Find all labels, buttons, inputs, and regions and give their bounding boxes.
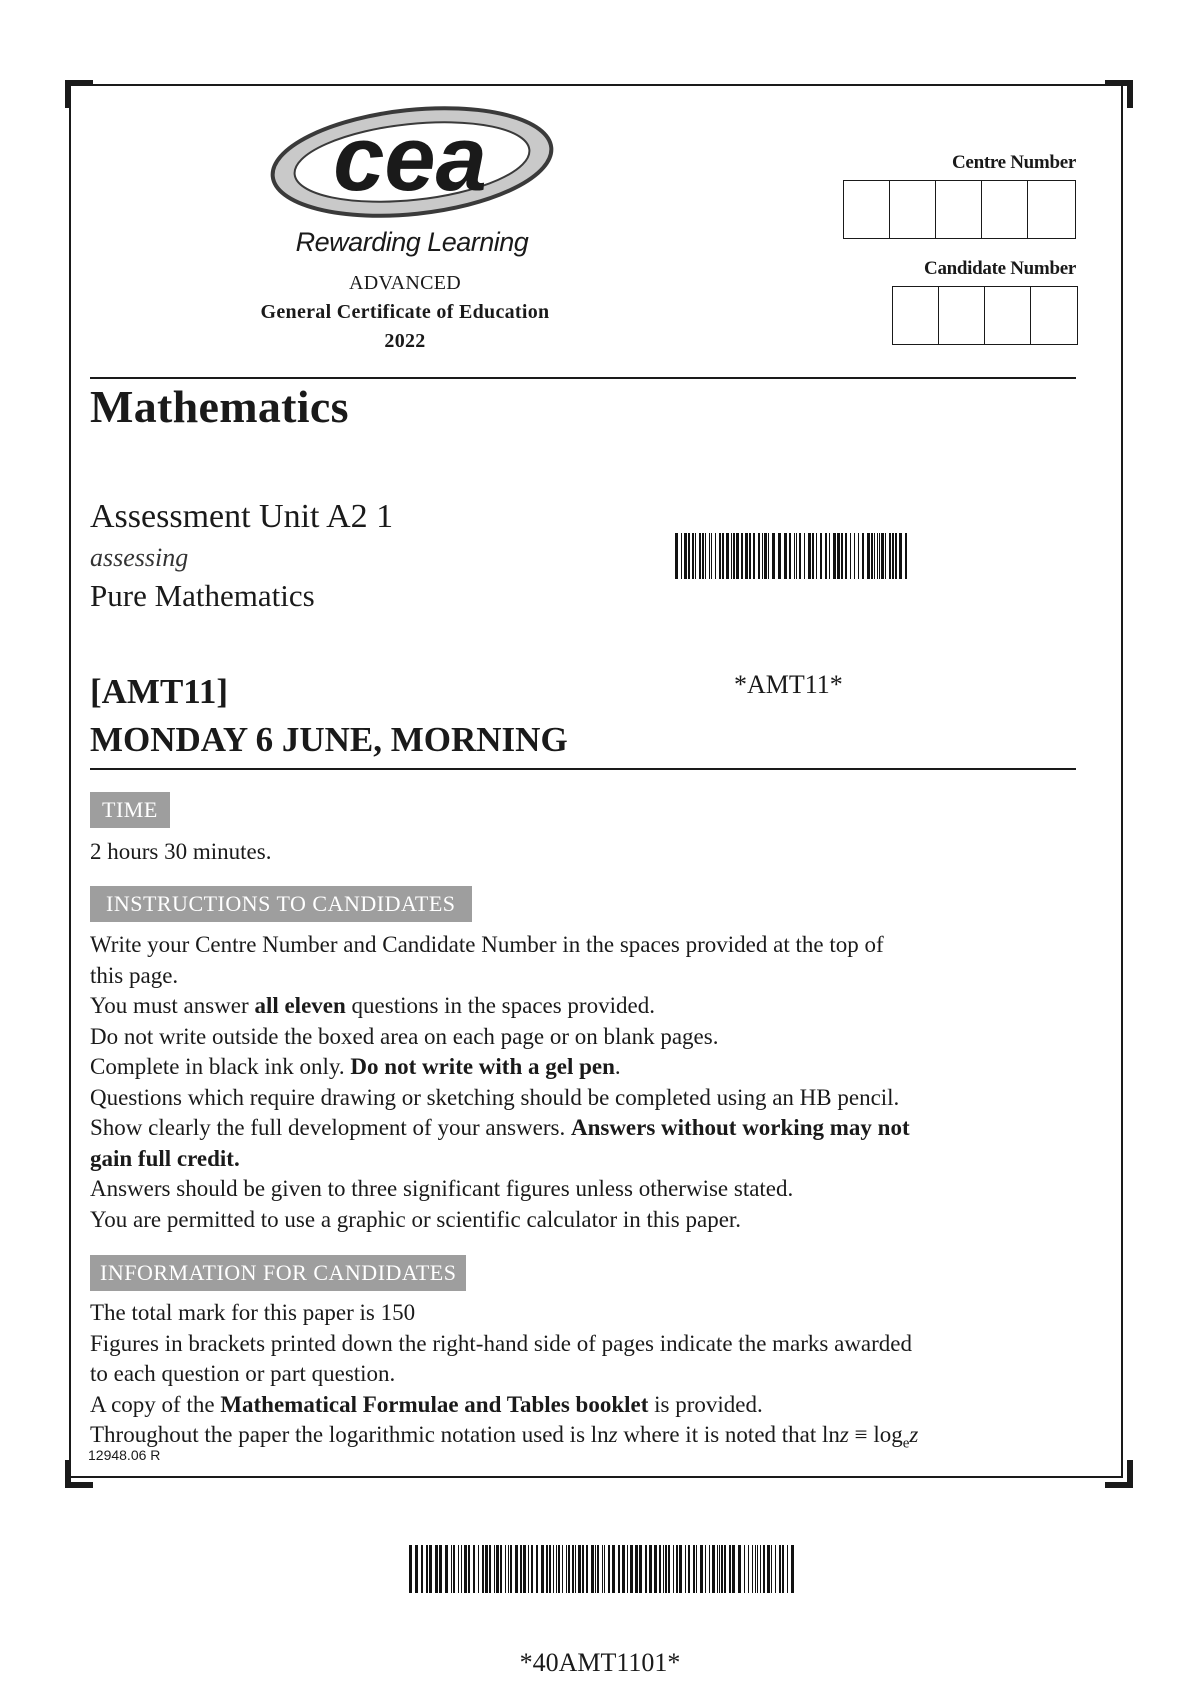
details-divider [90, 768, 1076, 770]
information-heading: INFORMATION FOR CANDIDATES [90, 1255, 466, 1291]
logo-wordmark: cea [333, 108, 487, 210]
page-barcode-text: *40AMT1101* [519, 1648, 681, 1677]
assessment-unit: Assessment Unit A2 1 [90, 498, 394, 535]
information-line: Throughout the paper the logarithmic notation used is lnz where it is noted that $\ln z \equiv \log_ez$ [90, 1422, 919, 1452]
page-barcode [409, 1545, 795, 1593]
instructions-heading: INSTRUCTIONS TO CANDIDATES [90, 886, 472, 922]
year: 2022 [384, 330, 426, 352]
logo-tagline: Rewarding Learning [295, 227, 529, 257]
instruction-line: You must answer all eleven questions in the spaces provided. [90, 993, 655, 1018]
instruction-line: Show clearly the full development of your answers. Answers without working may not [90, 1115, 910, 1140]
paper-reference: 12948.06 R [88, 1447, 161, 1463]
information-line: A copy of the Mathematical Formulae and Tables booklet is provided. [90, 1391, 763, 1417]
information-line: The total mark for this paper is 150 [90, 1300, 416, 1325]
instruction-line: this page. [90, 962, 179, 988]
instruction-line: Questions which require drawing or sketching should be completed using an HB pencil. [90, 1084, 900, 1110]
instruction-line: Answers should be given to three significant figures unless otherwise stated. [90, 1176, 794, 1201]
information-list [90, 1298, 1050, 1459]
exam-date: MONDAY 6 JUNE, MORNING [90, 720, 568, 759]
candidate-number-boxes[interactable] [892, 286, 1078, 345]
instruction-line: You are permitted to use a graphic or scientific calculator in this paper. [90, 1206, 742, 1232]
time-heading: TIME [90, 792, 170, 828]
paper-barcode [675, 533, 908, 579]
information-line: Figures in brackets printed down the right-hand side of pages indicate the marks awarded [90, 1330, 913, 1356]
cea-logo [262, 104, 572, 264]
subject-title: Mathematics [90, 381, 349, 432]
instruction-line: Do not write outside the boxed area on each page or on blank pages. [90, 1023, 719, 1049]
paper-barcode-text: *AMT11* [734, 670, 843, 699]
instruction-line: Write your Centre Number and Candidate Number in the spaces provided at the top of [90, 932, 884, 957]
assessment-area: Pure Mathematics [90, 578, 315, 613]
information-line: to each question or part question. [90, 1361, 396, 1386]
frame-corner-top-right [1105, 80, 1133, 108]
instruction-line: gain full credit. [90, 1145, 240, 1171]
time-text: 2 hours 30 minutes. [90, 839, 272, 864]
instructions-list [90, 930, 1050, 1235]
frame-corner-bottom-left [65, 1460, 93, 1488]
header-divider [90, 377, 1076, 379]
frame-corner-bottom-right [1105, 1460, 1133, 1488]
candidate-number-label: Candidate Number [924, 258, 1076, 279]
paper-code: [AMT11] [90, 672, 229, 711]
instruction-line: Complete in black ink only. Do not write with a gel pen. [90, 1054, 621, 1079]
centre-number-boxes[interactable] [843, 180, 1076, 239]
assessing-label: assessing [90, 543, 189, 572]
qualification: General Certificate of Education [260, 301, 550, 323]
centre-number-label: Centre Number [952, 152, 1076, 173]
level: ADVANCED [348, 272, 462, 294]
frame-corner-top-left [65, 80, 93, 108]
